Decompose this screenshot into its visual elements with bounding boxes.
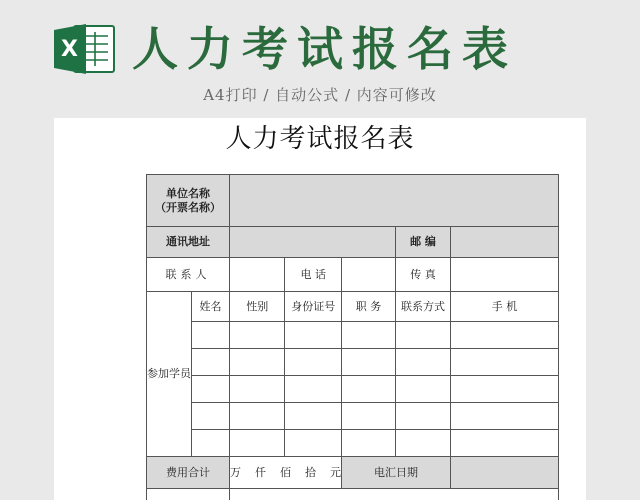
participant-cell[interactable] [342, 403, 396, 430]
participant-cell[interactable] [192, 349, 230, 376]
column-header-id-number: 身份证号 [285, 292, 342, 322]
banner-subtitle: A4打印 / 自动公式 / 内容可修改 [203, 86, 437, 104]
amount-unit-shi: 拾 [305, 465, 316, 479]
remit-date-label: 电汇日期 [342, 457, 451, 489]
participant-cell[interactable] [230, 403, 285, 430]
banner [0, 0, 640, 118]
fee-total-label: 费用合计 [147, 457, 230, 489]
unit-name-label-line2: （开票名称） [155, 200, 221, 214]
fee-amount-field[interactable] [230, 457, 342, 489]
column-header-name: 姓名 [192, 292, 230, 322]
participant-cell[interactable] [285, 322, 342, 349]
participant-cell[interactable] [230, 430, 285, 457]
address-field[interactable] [230, 227, 396, 258]
table-row [147, 457, 559, 489]
participant-cell[interactable] [342, 322, 396, 349]
phone-field[interactable] [342, 258, 396, 292]
table-row [147, 175, 559, 227]
unit-name-label-line1: 单位名称 [166, 186, 210, 200]
table-row [147, 349, 559, 376]
column-header-mobile: 手 机 [451, 292, 559, 322]
fax-field[interactable] [451, 258, 559, 292]
participant-cell[interactable] [285, 403, 342, 430]
phone-label: 电 话 [285, 258, 342, 292]
table-row [147, 258, 559, 292]
participant-cell[interactable] [451, 403, 559, 430]
participant-cell[interactable] [451, 376, 559, 403]
fax-label: 传 真 [396, 258, 451, 292]
amount-unit-wan: 万 [230, 465, 241, 479]
participant-cell[interactable] [396, 376, 451, 403]
participant-cell[interactable] [396, 430, 451, 457]
participant-cell[interactable] [451, 349, 559, 376]
unit-name-label [147, 175, 230, 227]
address-label: 通讯地址 [147, 227, 230, 258]
blank-cell [230, 489, 559, 500]
contact-field[interactable] [230, 258, 285, 292]
table-row [147, 489, 559, 500]
participant-cell[interactable] [285, 349, 342, 376]
participant-cell[interactable] [285, 430, 342, 457]
table-row [147, 403, 559, 430]
participant-cell[interactable] [396, 349, 451, 376]
participant-cell[interactable] [192, 403, 230, 430]
participant-cell[interactable] [192, 376, 230, 403]
participant-cell[interactable] [342, 349, 396, 376]
contact-label: 联系人 [147, 258, 230, 292]
banner-title: 人力考试报名表 [132, 22, 517, 76]
document-title: 人力考试报名表 [225, 124, 415, 154]
registration-form [146, 174, 559, 500]
participant-cell[interactable] [396, 403, 451, 430]
participant-cell[interactable] [342, 376, 396, 403]
column-header-contact: 联系方式 [396, 292, 451, 322]
amount-unit-yuan: 元 [330, 465, 341, 479]
table-row [147, 430, 559, 457]
participant-cell[interactable] [342, 430, 396, 457]
table-row [147, 322, 559, 349]
column-header-gender: 性别 [230, 292, 285, 322]
excel-icon-letter: X [61, 37, 78, 62]
participant-cell[interactable] [230, 349, 285, 376]
column-header-position: 职 务 [342, 292, 396, 322]
excel-icon [52, 22, 116, 76]
unit-name-field[interactable] [230, 175, 559, 227]
participant-cell[interactable] [230, 376, 285, 403]
participants-label: 参加学员 [147, 292, 192, 457]
participant-cell[interactable] [451, 322, 559, 349]
amount-unit-bai: 佰 [280, 465, 291, 479]
participant-cell[interactable] [192, 322, 230, 349]
document-page [54, 118, 586, 500]
participant-cell[interactable] [451, 430, 559, 457]
participant-cell[interactable] [230, 322, 285, 349]
amount-unit-qian: 仟 [255, 465, 266, 479]
table-row [147, 292, 559, 322]
remit-date-field[interactable] [451, 457, 559, 489]
registration-table [146, 174, 559, 500]
blank-cell [147, 489, 230, 500]
postcode-label: 邮 编 [396, 227, 451, 258]
table-row [147, 376, 559, 403]
participant-cell[interactable] [285, 376, 342, 403]
participant-cell[interactable] [192, 430, 230, 457]
participant-cell[interactable] [396, 322, 451, 349]
postcode-field[interactable] [451, 227, 559, 258]
table-row [147, 227, 559, 258]
